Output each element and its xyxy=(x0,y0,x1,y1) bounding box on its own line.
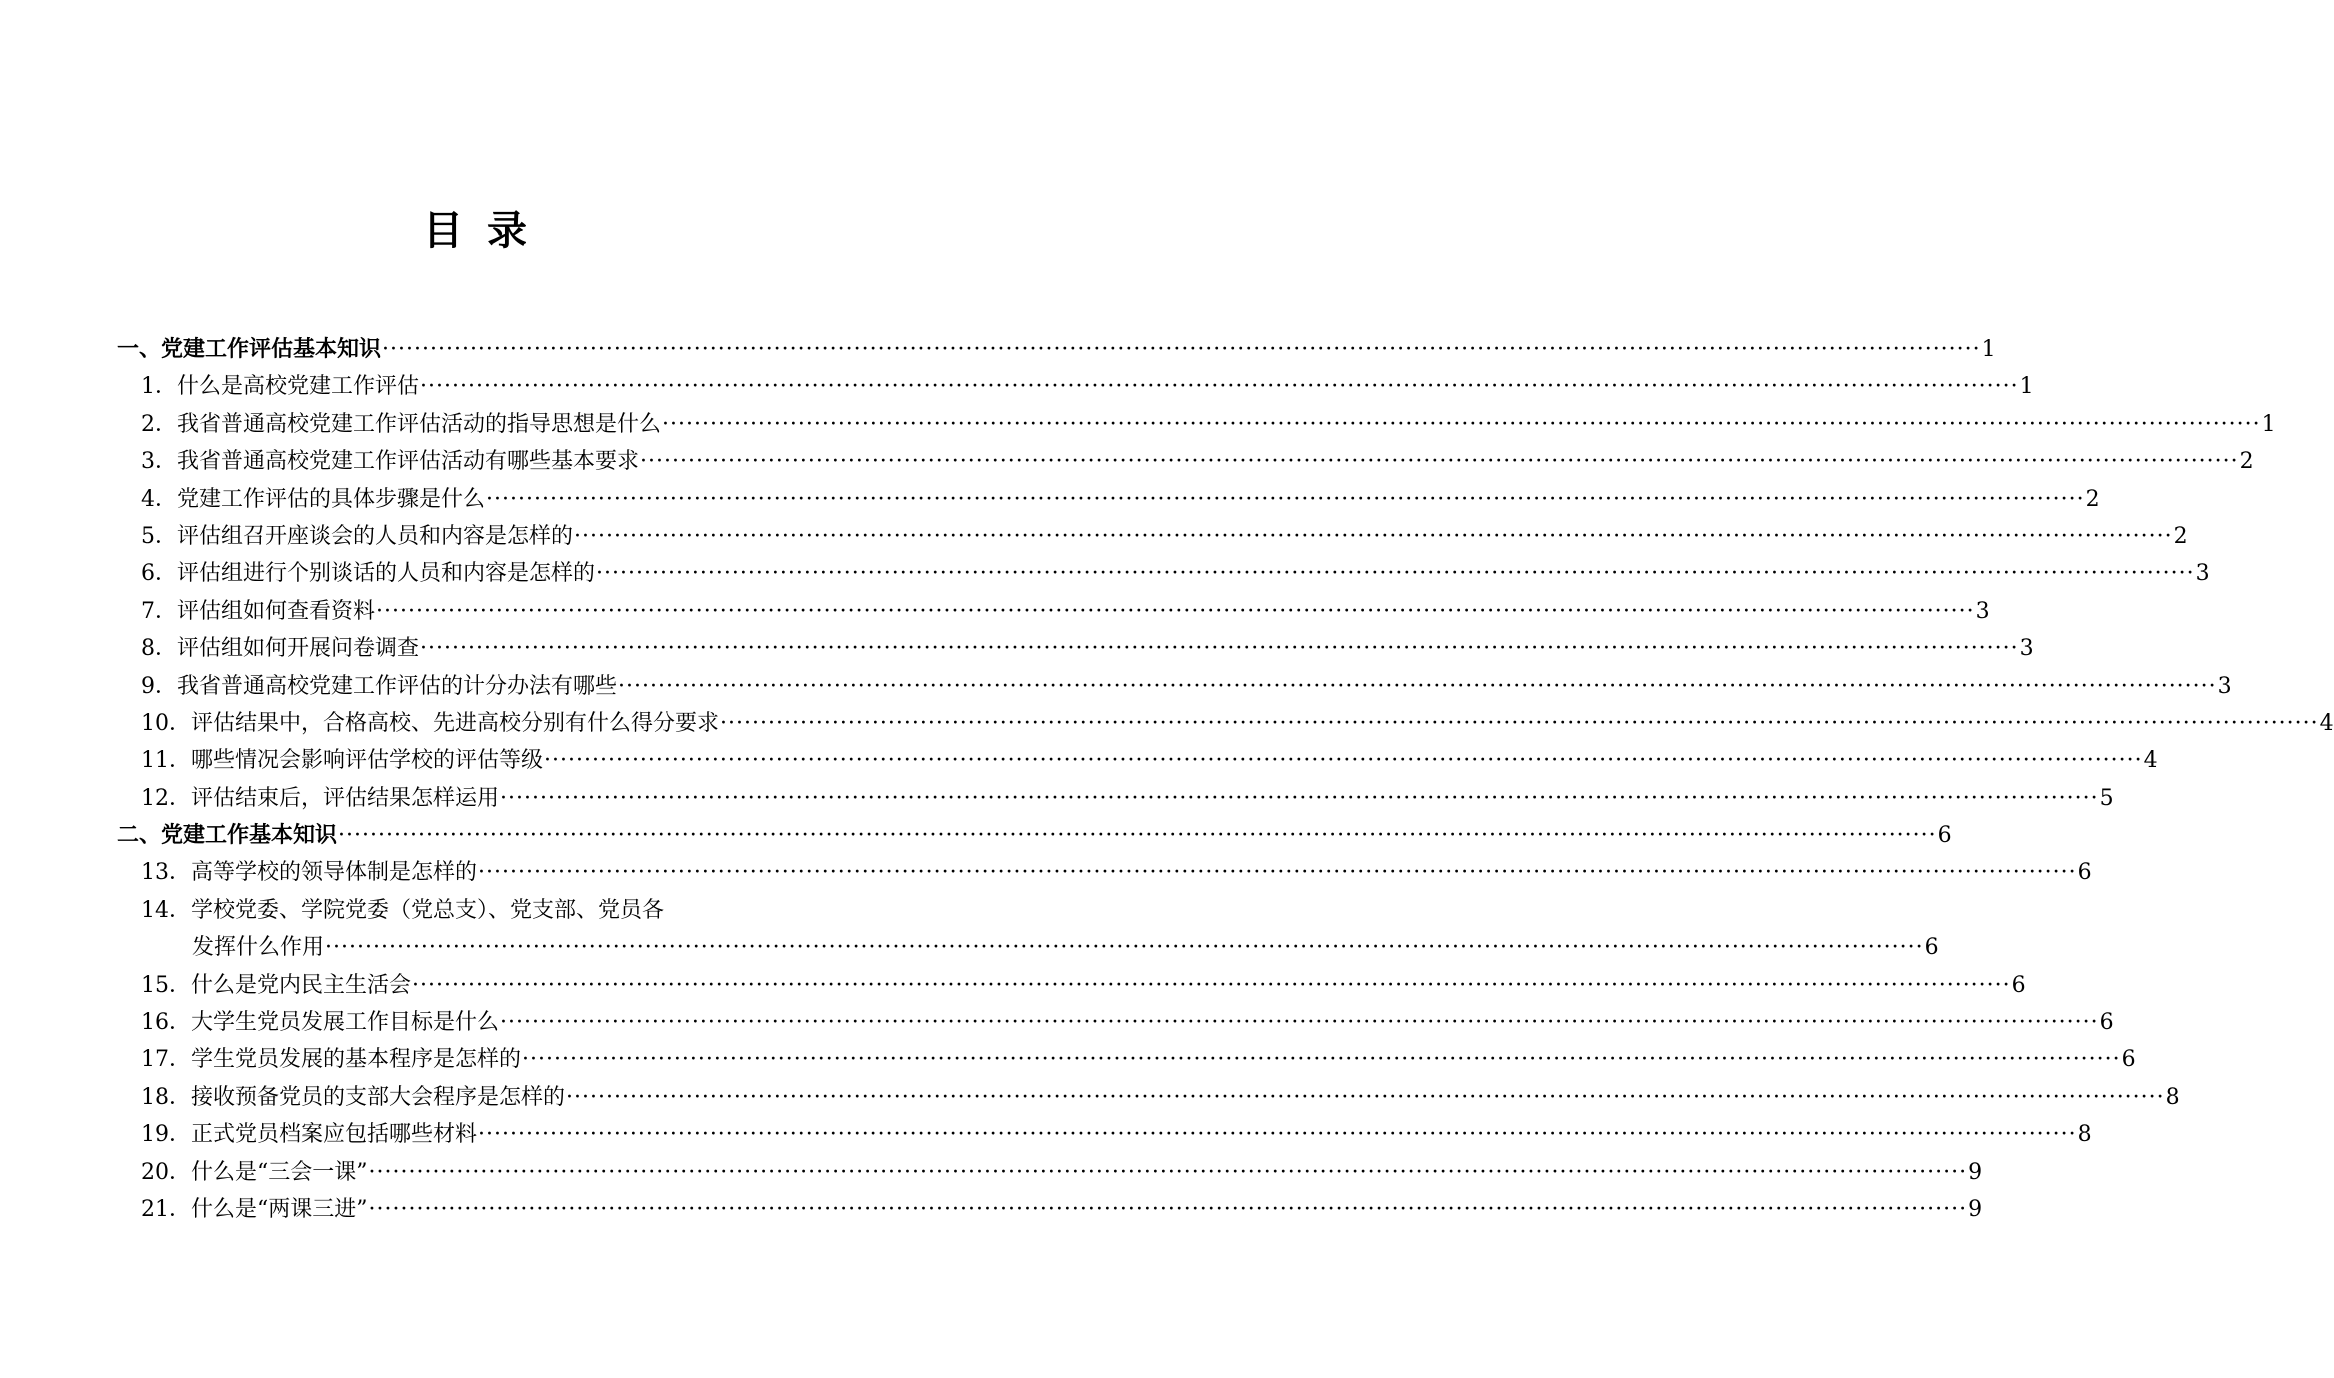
toc-entry-title: 大学生党员发展工作目标是什么 xyxy=(191,1010,500,1036)
toc-entry-title: 哪些情况会影响评估学校的评估等级 xyxy=(191,748,544,774)
toc-entry-number: 16． xyxy=(141,1010,191,1036)
toc-entry-title: 我省普通高校党建工作评估活动的指导思想是什么 xyxy=(177,411,662,437)
dot-leader: ········································································································································································································ xyxy=(544,748,2143,774)
toc-entry-number: 12． xyxy=(141,785,191,811)
toc-entry xyxy=(117,518,2188,555)
dot-leader: ········································································································································································································ xyxy=(376,598,1975,624)
toc-entry xyxy=(117,1004,2114,1041)
toc-entry-number: 17． xyxy=(141,1047,191,1073)
toc-entry xyxy=(117,1154,1983,1191)
toc-entry-title: 评估结果中，合格高校、先进高校分别有什么得分要求 xyxy=(191,710,720,736)
toc-entry-title: 评估组召开座谈会的人员和内容是怎样的 xyxy=(177,523,574,549)
toc-entry xyxy=(117,406,2276,443)
toc-entry-title: 发挥什么作用 xyxy=(192,935,325,961)
toc-section-title: 一、党建工作评估基本知识 xyxy=(117,337,382,362)
toc-entry-title: 党建工作评估的具体步骤是什么 xyxy=(177,486,486,512)
dot-leader: ········································································································································································································ xyxy=(420,636,2019,662)
toc-entry xyxy=(117,742,2158,779)
toc-entry-number: 6． xyxy=(141,561,177,587)
toc-entry xyxy=(117,1041,2136,1078)
toc-entry-number: 18． xyxy=(141,1084,191,1110)
toc-entry-number: 2． xyxy=(141,411,177,437)
dot-leader: ········································································································································································································ xyxy=(478,860,2077,886)
toc-entry-title: 学生党员发展的基本程序是怎样的 xyxy=(191,1047,522,1073)
toc-entry-number: 20． xyxy=(141,1159,191,1185)
toc-page-number: 6 xyxy=(2011,972,2026,998)
toc-page-number: 3 xyxy=(2217,673,2232,699)
toc-entry-number: 15． xyxy=(141,972,191,998)
dot-leader: ········································································································································································································ xyxy=(566,1084,2165,1110)
dot-leader: ········································································································································································································ xyxy=(368,1196,1968,1222)
toc-entry xyxy=(117,481,2100,518)
toc-page-number: 1 xyxy=(1981,337,1996,362)
toc-entry-number: 11． xyxy=(141,748,191,774)
toc-page-number: 2 xyxy=(2085,486,2100,512)
toc-entry xyxy=(117,1079,2180,1116)
dot-leader: ········································································································································································································ xyxy=(574,523,2173,549)
toc-page-number: 6 xyxy=(2099,1010,2114,1036)
toc-page-number: 6 xyxy=(1937,823,1952,849)
toc-entry-title: 我省普通高校党建工作评估的计分办法有哪些 xyxy=(177,673,618,699)
toc-entry-title: 评估结束后，评估结果怎样运用 xyxy=(191,785,500,811)
toc-page-number: 8 xyxy=(2077,1122,2092,1148)
toc-entry-number: 4． xyxy=(141,486,177,512)
dot-leader: ········································································································································································································ xyxy=(522,1047,2121,1073)
toc-entry xyxy=(117,854,2092,891)
dot-leader: ········································································································································································································ xyxy=(368,1159,1968,1185)
toc-entry xyxy=(117,1191,1983,1228)
toc-entry-title: 什么是“三会一课” xyxy=(191,1159,368,1185)
toc-page-number: 8 xyxy=(2165,1084,2180,1110)
toc-entry xyxy=(117,892,835,929)
dot-leader: ········································································································································································································ xyxy=(478,1122,2077,1148)
toc-page-number: 3 xyxy=(1975,598,1990,624)
dot-leader: ········································································································································································································ xyxy=(618,673,2217,699)
toc-entry-title: 接收预备党员的支部大会程序是怎样的 xyxy=(191,1084,566,1110)
toc-entry-continuation xyxy=(117,929,1939,966)
toc-page-number: 3 xyxy=(2195,561,2210,587)
dot-leader: ········································································································································································································ xyxy=(412,972,2011,998)
toc-entry-title: 正式党员档案应包括哪些材料 xyxy=(191,1122,478,1148)
toc-entry xyxy=(117,368,2034,405)
toc-page-number: 9 xyxy=(1968,1159,1983,1185)
toc-entry-number: 1． xyxy=(141,374,177,400)
dot-leader: ········································································································································································································ xyxy=(325,935,1924,961)
toc-entry xyxy=(117,443,2254,480)
toc-entry xyxy=(117,780,2114,817)
toc-page-number: 4 xyxy=(2143,748,2158,774)
dot-leader: ········································································································································································································ xyxy=(596,561,2195,587)
toc-page-number: 1 xyxy=(2261,411,2276,437)
toc-entry xyxy=(117,967,2026,1004)
toc-page-number: 3 xyxy=(2019,636,2034,662)
toc-entry-number: 7． xyxy=(141,598,177,624)
toc-page-number: 1 xyxy=(2019,374,2034,400)
toc-entry xyxy=(117,705,2334,742)
dot-leader: ········································································································································································································ xyxy=(640,449,2239,475)
toc-page-number: 2 xyxy=(2173,523,2188,549)
dot-leader: ········································································································································································································ xyxy=(662,411,2261,437)
toc-entry-title: 评估组如何开展问卷调查 xyxy=(177,636,420,662)
toc-entry-title: 什么是“两课三进” xyxy=(191,1196,368,1222)
toc-entry xyxy=(117,630,2034,667)
toc-entry xyxy=(117,593,1990,630)
dot-leader: ········································································································································································································ xyxy=(500,785,2099,811)
toc-entry xyxy=(117,668,2232,705)
toc-page-number: 2 xyxy=(2239,449,2254,475)
toc-entry-title: 评估组进行个别谈话的人员和内容是怎样的 xyxy=(177,561,596,587)
toc-entry xyxy=(117,555,2210,592)
toc-page-number: 5 xyxy=(2099,785,2114,811)
toc-entry-number: 14． xyxy=(141,897,191,923)
toc-page-number: 6 xyxy=(2121,1047,2136,1073)
dot-leader: ········································································································································································································ xyxy=(338,823,1937,849)
dot-leader: ········································································································································································································ xyxy=(486,486,2085,512)
toc-section-heading xyxy=(117,331,1996,368)
toc-entry-number: 21． xyxy=(141,1196,191,1222)
dot-leader: ········································································································································································································ xyxy=(720,710,2319,736)
toc-page-number: 4 xyxy=(2319,710,2334,736)
toc-entry-title: 高等学校的领导体制是怎样的 xyxy=(191,860,478,886)
toc-entry-title: 什么是党内民主生活会 xyxy=(191,972,412,998)
toc-section-heading xyxy=(117,817,1952,854)
toc-entry-number: 9． xyxy=(141,673,177,699)
dot-leader: ········································································································································································································ xyxy=(500,1010,2099,1036)
toc-page-number: 9 xyxy=(1968,1196,1983,1222)
toc-entry-number: 8． xyxy=(141,636,177,662)
toc-page-number: 6 xyxy=(1924,935,1939,961)
toc-entry-number: 10． xyxy=(141,710,191,736)
table-of-contents xyxy=(117,331,2334,1228)
toc-entry-title: 什么是高校党建工作评估 xyxy=(177,374,420,400)
page-title: 目录 xyxy=(423,208,551,254)
toc-entry-number: 19． xyxy=(141,1122,191,1148)
toc-entry-title: 学校党委、学院党委（党总支）、党支部、党员各 xyxy=(191,897,665,923)
toc-entry-number: 5． xyxy=(141,523,177,549)
toc-entry-title: 我省普通高校党建工作评估活动有哪些基本要求 xyxy=(177,449,640,475)
toc-entry xyxy=(117,1116,2092,1153)
toc-section-title: 二、党建工作基本知识 xyxy=(117,823,338,849)
toc-entry-title: 评估组如何查看资料 xyxy=(177,598,376,624)
dot-leader: ········································································································································································································ xyxy=(382,337,1981,362)
toc-page-number: 6 xyxy=(2077,860,2092,886)
dot-leader: ········································································································································································································ xyxy=(420,374,2019,400)
toc-entry-number: 3． xyxy=(141,449,177,475)
toc-entry-number: 13． xyxy=(141,860,191,886)
